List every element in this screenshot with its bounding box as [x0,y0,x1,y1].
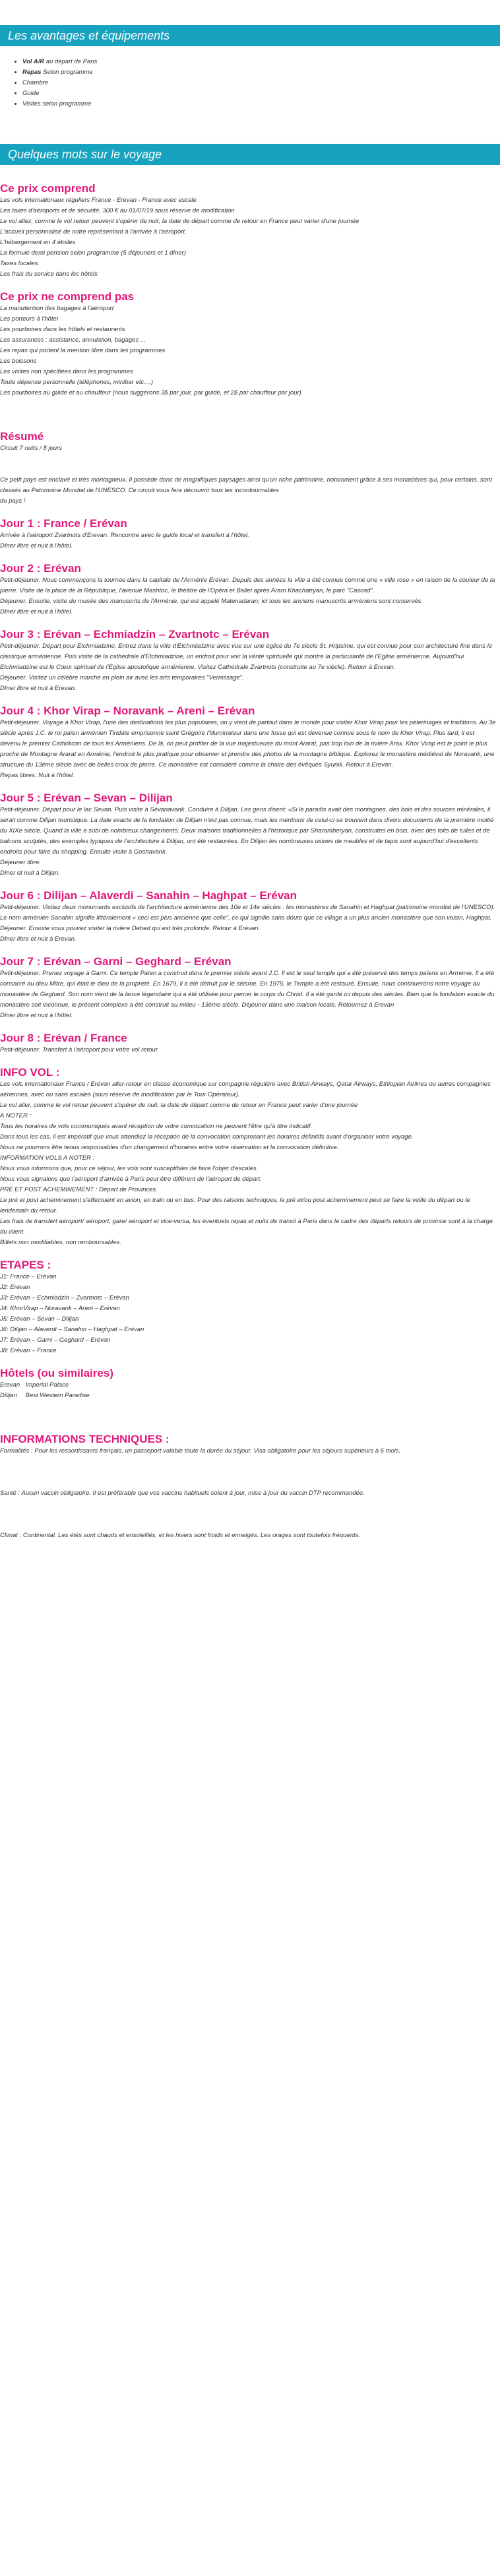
tech-info-heading: INFORMATIONS TECHNIQUES : [0,1433,170,1445]
day-heading: Jour 3 : Erévan – Echmiadzin – Zvartnotc – Erévan [0,628,270,641]
section-banner-trip [0,144,500,165]
day-heading: Jour 5 : Erévan – Sevan – Dilijan [0,792,173,804]
hotels-list [0,1380,496,1401]
day-2: Jour 2 : Erévan Petit-déjeuner. Nous commençons la tournée dans la capitale de l'Arménie Erévan. Depuis des années la ville a été connue comme une « ville rose » en raison de la couleur de la pierre. Visite de la place de la République, l'avenue Mashtoc, le théâtre de l'Opéra et Ballet après Aram Khachatryan, le parc "Cascad". Déjeuner. Ensuite, visite du musée des manuscrits de l'Arménie, qui est appelé Matenadaran; ici tous les anciens manuscrits arméniens sont conservés. Dîner libre et nuit à l'hôtel. [0,562,495,615]
advantages-list [0,57,500,110]
list-item: J7: Erévan – Garni – Geghard – Erévan [0,1336,111,1344]
list-item: La manutention des bagages à l'aéroport [0,305,114,312]
hotel-name: Best Western Paradise [25,1392,90,1399]
list-item: Les pourboires au guide et au chauffeur (nous suggérons 3$ par jour, par guide, et 2$ par chauffeur par jour) [0,389,301,396]
list-item: • Guide [22,88,500,99]
list-item: J4: KhorVirap – Noravank – Areni – Erévan [0,1305,120,1312]
hotel-row [0,1391,496,1401]
list-item: Les boissons [0,358,37,365]
day-heading: Jour 1 : France / Erévan [0,517,127,530]
page [0,25,500,1557]
summary-circuit: Circuit 7 nuits / 8 jours [0,445,62,452]
list-item: Les pourboires dans les hôtels et restaurants [0,326,125,333]
list-item: Les vols internationaux réguliers France - Erevan - France avec escale [0,197,197,204]
price-excludes-list [0,303,496,398]
tech-formalites: Formalités : Pour les ressortissants français, un passeport valable toute la durée du séjour. Visa obligatoire pour les séjours supérieurs à 6 mois. [0,1447,401,1455]
info-vol-text: Les vols internationaux France / Erévan aller-retour en classe économique sur compagnie régulière avec British Airways, Qatar Airways, Ethiopian Airlines ou autres compagnies aériennes, avec ou sans escales (sous réserve de modification par le Tour Operateur). Le vol aller, comme le vol retour peuvent s'opérer de nuit, la date de départ comme de retour en France peut varier d'une journée A NOTER : Tous les horaires de vols communiqués avant réception de votre convocation ne peuvent l'être qu'à titre indicatif. Dans tous les cas, il est impératif que vous attendiez la réception de la convocation comprenant les horaires définitifs avant d'organiser votre voyage. Nous ne pourrons être tenus responsables d'un changement d'horaires entre votre réservation et la convocation définitive. INFORMATION VOLS A NOTER : Nous vous informons que, pour ce séjour, les vols sont susceptibles de faire l'objet d'escales. Nous vous signalons que l'aéroport d'arrivée à Paris peut être différent de l'aéroport de départ. PRE ET POST ACHEMINEMENT : Départ de Provinces. Le pré et post acheminement s'effectuent en avion, en train ou en bus. Pour des raisons techniques, le pré et/ou post acheminement peut se faire la veille du départ ou le lendemain du retour. Les frais de transfert aéroport/ aéroport, gare/ aéroport et vice-versa, les éventuels repas et nuits de transit à Paris dans le cadre des départs retours de province sont à la charge du client. Billets non modifiables, non remboursables. [0,1081,493,1246]
day-8: Jour 8 : Erévan / France Petit-déjeuner. Transfert à l'aéroport pour votre vol retour. [0,1032,496,1055]
hotel-name: Imperial Palace [25,1381,69,1389]
list-item: • Vol A/R au départ de Paris [22,57,500,67]
section-title-trip: Quelques mots sur le voyage [8,148,162,161]
day-3: Jour 3 : Erévan – Echmiadzin – Zvartnotc – Erévan Petit-déjeuner. Départ pour Etchmiadzine. Entrez dans la ville d'Etchmiadzine avec vue sur une église du 7e siècle St. Hripsime, qui est connue pour son architecture fine dans le classique arménienne. Puis visite de la cathédrale d'Etchmiadzine, un endroit pour voir la vérité spirituelle qui montre la particularité de l'Eglise arménienne. Aujourd'hui Etchmiadzine est le Cœur spirituel de l'Église apostolique arménienne. Visitez Cathédrale Zvartnots (construite au 7e siècle). Retour à Erevan. Déjeuner. Visitez un célèbre marché en plein air avec les arts temporaires "Vernissage". Dîner libre et nuit à Erevan. [0,628,496,694]
list-item: J1: France – Erévan [0,1273,57,1280]
list-item: L'hébergement en 4 étoiles [0,239,76,246]
list-item: Les repas qui portent la mention libre dans les programmes [0,347,166,354]
list-item: Les porteurs à l'hôtel [0,315,58,323]
list-item: Les taxes d'aéroports et de sécurité, 300 € au 01/07/19 sous réserve de modification [0,207,235,214]
list-item: J5: Erévan – Sevan – Dilijan [0,1315,79,1323]
day-6: Jour 6 : Dilijan – Alaverdi – Sanahin – Haghpat – Erévan Petit-déjeuner. Visitez deux monuments exclusifs de l'architecture arménienne des 10e et 14e siècles : les monastères de Sanahin et Haghpat (patrimoine mondial de l'UNESCO). Le nom arménien Sanahin signifie littéralement « ceci est plus ancienne que celle", ce qui signifie sans doute que ce village a un plus ancien monastère que son voisin, Haghpat. Déjeuner. Ensuite vous pouvez visiter la rivière Debed qui est très profonde. Retour à Erévan. Dîner libre et nuit à Erevan. [0,889,495,943]
list-item: J8: Erévan – France [0,1347,57,1354]
day-1: Jour 1 : France / Erévan Arrivée à l'aéroport Zvartnots d'Erevan. Rencontre avec le guide local et transfert à l'hôtel. Dîner libre et nuit à l'hôtel. [0,517,496,551]
day-4: Jour 4 : Khor Virap – Noravank – Areni – Erévan Petit-déjeuner. Voyage à Khor Virap, l'une des destinations les plus populaires, on y vient de partout dans le monde pour visiter Khor Virap pour les pèlerinages et traditions. Au 3e siècle après J.C. le roi païen arménien Tiridate emprisonne saint Grégoire l'Illuminateur dans une fosse qui est devenue connue sous le nom de Khor Virap. Plus tard, il est devenu le premier Catholicon de tous les Arméniens. De là, on peut profiter de la vue majestueuse du mont Ararat, pas trop loin de la rivière Arax. Khor Virap est le point le plus proche de Montagne Ararat en Arménie, l'endroit le plus pratique pour observer et prendre des photos de la montagne biblique. Explorez le monastère médiéval de Noravank, une structure du 13ème siècle avec de belles croix de pierre. Ce monastère est considéré comme la chaire des évêques Syunik. Retour à Erevan. Repas libres. Nuit à l'hôtel. [0,705,496,779]
summary-intro: Ce petit pays est enclavé et très montagneux. Il possède donc de magnifiques paysages ainsi qu'un riche patrimoine, notamment grâce à ses monastères qui, pour certains, sont classés au Patrimoine Mondial de l'UNESCO. Ce circuit vous fera découvrir tous les incontournables du pays ! [0,476,492,505]
list-item: La formule demi pension selon programme (5 déjeuners et 1 dîner) [0,249,186,257]
list-item: J3: Erévan – Echmiadzin – Zvartnotc – Erévan [0,1294,129,1302]
tech-sante: Santé : Aucun vaccin obligatoire. Il est préférable que vos vaccins habituels soient à jour, mise à jour du vaccin DTP recommandée. [0,1490,365,1497]
day-heading: Jour 6 : Dilijan – Alaverdi – Sanahin – Haghpat – Erévan [0,889,297,902]
list-item: • Visites selon programme [22,99,500,110]
etapes-heading: ETAPES : [0,1259,51,1271]
tech-climat: Climat : Continental. Les étés sont chauds et ensoleillés, et les hivers sont froids et enneigés. Les orages sont toutefois fréquents. [0,1532,361,1539]
price-excludes-heading: Ce prix ne comprend pas [0,290,135,303]
list-item: L'accueil personnalisé de notre représentant à l'arrivée à l'aéroport. [0,228,187,236]
trip-content [0,165,500,1557]
list-item: Les assurances : assistance, annulation, bagages ... [0,336,146,344]
day-heading: Jour 7 : Erévan – Garni – Geghard – Erévan [0,955,232,968]
summary-heading: Résumé [0,430,44,443]
hotel-row [0,1380,496,1391]
hotels-heading: Hôtels (ou similaires) [0,1367,113,1379]
list-item: J2: Erévan [0,1284,30,1291]
day-heading: Jour 4 : Khor Virap – Noravank – Areni – Erévan [0,705,255,717]
section-title-advantages: Les avantages et équipements [8,29,170,42]
list-item: • Repas Selon programme [22,67,500,78]
day-5: Jour 5 : Erévan – Sevan – Dilijan Petit-déjeuner. Départ pour le lac Sevan. Puis visite à Sévanavank. Conduire à Dilijan. Les gens disent: «Si le paradis avait des montagnes, des bois et des sources minérales, il serait comme Dilijan touristique. La date exacte de la fondation de Dilijan n'est pas connue, mais les mentions de celui-ci se trouvent dans divers documents de la première moitié du XIXe siècle. Quand la ville a subi de nombreux changements. Deux maisons traditionnelles à l'historique par Sharamberyan, construites en bois, avec des toits de tuiles et de balcons sculptés, des exemples typiques de l'architecture à Dilijan, ont été restaurées. En Dilijan les nombreuses usines de meubles et de tapis sont aujourd'hui d'excellents endroits pour faire du shopping. Ensuite visite à Goshavank. Déjeuner libre. Dîner et nuit à Dilijan. [0,792,496,879]
info-vol-heading: INFO VOL : [0,1066,60,1079]
list-item: Toute dépense personnelle (téléphones, minibar etc....) [0,379,154,386]
list-item: • Chambre [22,78,500,88]
day-heading: Jour 2 : Erévan [0,562,81,575]
hotel-city: Erevan [0,1381,20,1389]
list-item: Les visites non spécifiées dans les programmes [0,368,133,375]
price-includes-list [0,195,496,280]
list-item: Le vol allez, comme le vol retour peuvent s'opérer de nuit, la date de départ comme de retour en France peut varier d'une journée [0,218,359,225]
day-7: Jour 7 : Erévan – Garni – Geghard – Erévan Petit-déjeuner. Prenez voyage à Garni. Ce temple Païen a construit dans le premier siècle avant J.C. Il est le seul temple qui a été préservé des temps païens en Arménie. Il a été consacré au dieu Mitre, qui était le dieu de la propreté. En 1679, il a été détruit par le séisme. En 1975, le Temple a été restauré. Ensuite, nous continuerons notre voyage au monastère de Geghard. Son nom vient de la lance légendaire qui a été utilisée pour percer le corps du Christ. Il a été gardé ici depuis des siècles. Bien que la fondation exacte du monastère soit inconnue, le présent complexe a été construit au milieu - 13ème siècle. Déjeuner dans une maison locale. Retournez à Erevan Dîner libre et nuit à l'hôtel. [0,955,496,1021]
day-heading: Jour 8 : Erévan / France [0,1032,127,1044]
price-includes-heading: Ce prix comprend [0,182,96,195]
list-item: Les frais du service dans les hôtels [0,270,98,278]
section-banner-advantages [0,25,500,46]
list-item: Taxes locales. [0,260,40,267]
etapes-list [0,1272,496,1356]
hotel-city: Dilijan [0,1392,17,1399]
list-item: J6: Dilijan – Alaverdi – Sanahin – Haghpat – Erévan [0,1326,144,1333]
